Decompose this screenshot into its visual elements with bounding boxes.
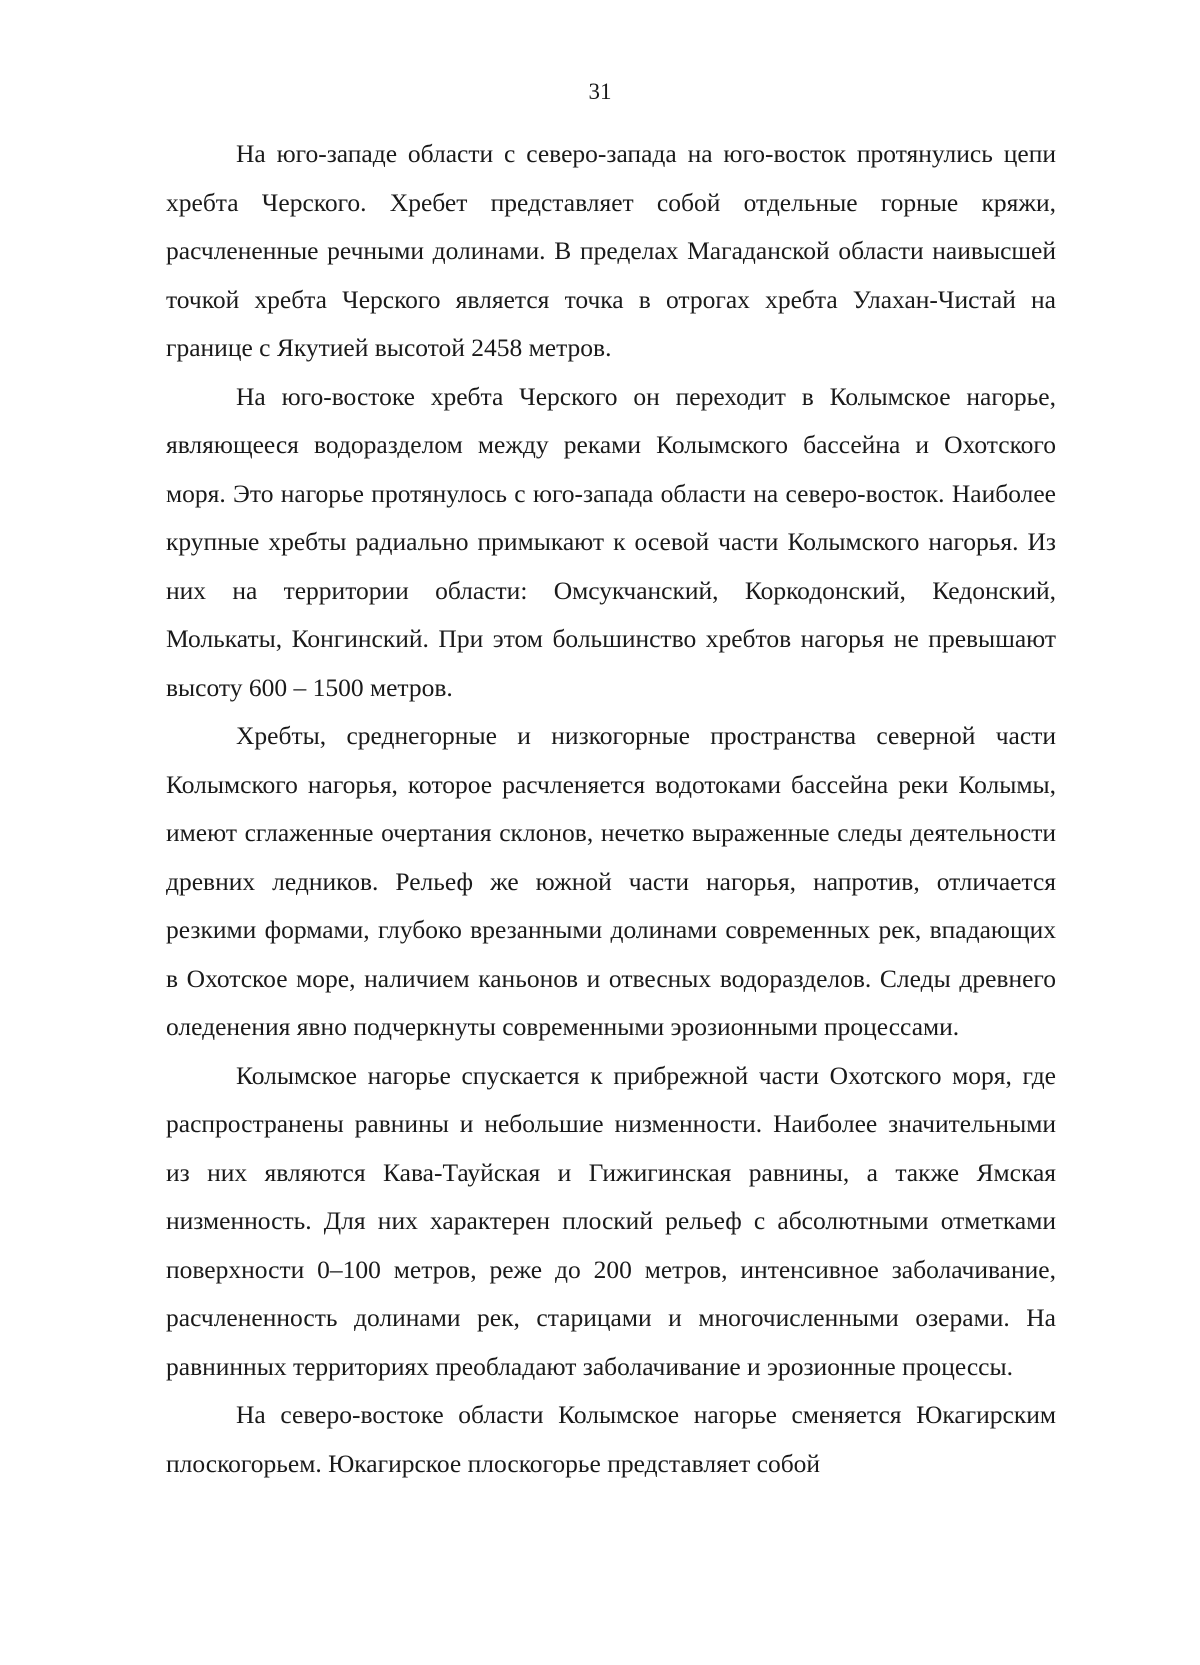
paragraph: На северо-востоке области Колымское нагорье сменяется Юкагирским плоскогорьем. Юкагирское плоскогорье представляет собой [166, 1400, 1056, 1478]
paragraph: На юго-востоке хребта Черского он переходит в Колымское нагорье, являющееся водоразделом между реками Колымского бассейна и Охотского моря. Это нагорье протянулось с юго-запада области на северо-восток. Наиболее крупные хребты радиально примыкают к осевой части Колымского нагорья. Из них на территории области: Омсукчанский, Коркодонский, Кедонский, Молькаты, Конгинский. При этом большинство хребтов нагорья не превышают высоту 600 – 1500 метров. [166, 381, 1056, 702]
page-body [166, 130, 1056, 1488]
paragraph: Колымское нагорье спускается к прибрежной части Охотского моря, где распространены равнины и небольшие низменности. Наиболее значительными из них являются Кава-Тауйская и Гижигинская равнины, а также Ямская низменность. Для них характерен плоский рельеф с абсолютными отметками поверхности 0–100 метров, реже до 200 метров, интенсивное заболачивание, расчлененность долинами рек, старицами и многочисленными озерами. На равнинных территориях преобладают заболачивание и эрозионные процессы. [166, 1060, 1056, 1381]
paragraph: Хребты, среднегорные и низкогорные пространства северной части Колымского нагорья, которое расчленяется водотоками бассейна реки Колымы, имеют сглаженные очертания склонов, нечетко выраженные следы деятельности древних ледников. Рельеф же южной части нагорья, напротив, отличается резкими формами, глубоко врезанными долинами современных рек, впадающих в Охотское море, наличием каньонов и отвесных водоразделов. Следы древнего оледенения явно подчеркнуты современными эрозионными процессами. [166, 721, 1056, 1041]
paragraph: На юго-западе области с северо-запада на юго-восток протянулись цепи хребта Черского. Хребет представляет собой отдельные горные кряжи, расчлененные речными долинами. В пределах Магаданской области наивысшей точкой хребта Черского является точка в отрогах хребта Улахан-Чистай на границе с Якутией высотой 2458 метров. [166, 139, 1056, 362]
page-number: 31 [588, 79, 612, 104]
